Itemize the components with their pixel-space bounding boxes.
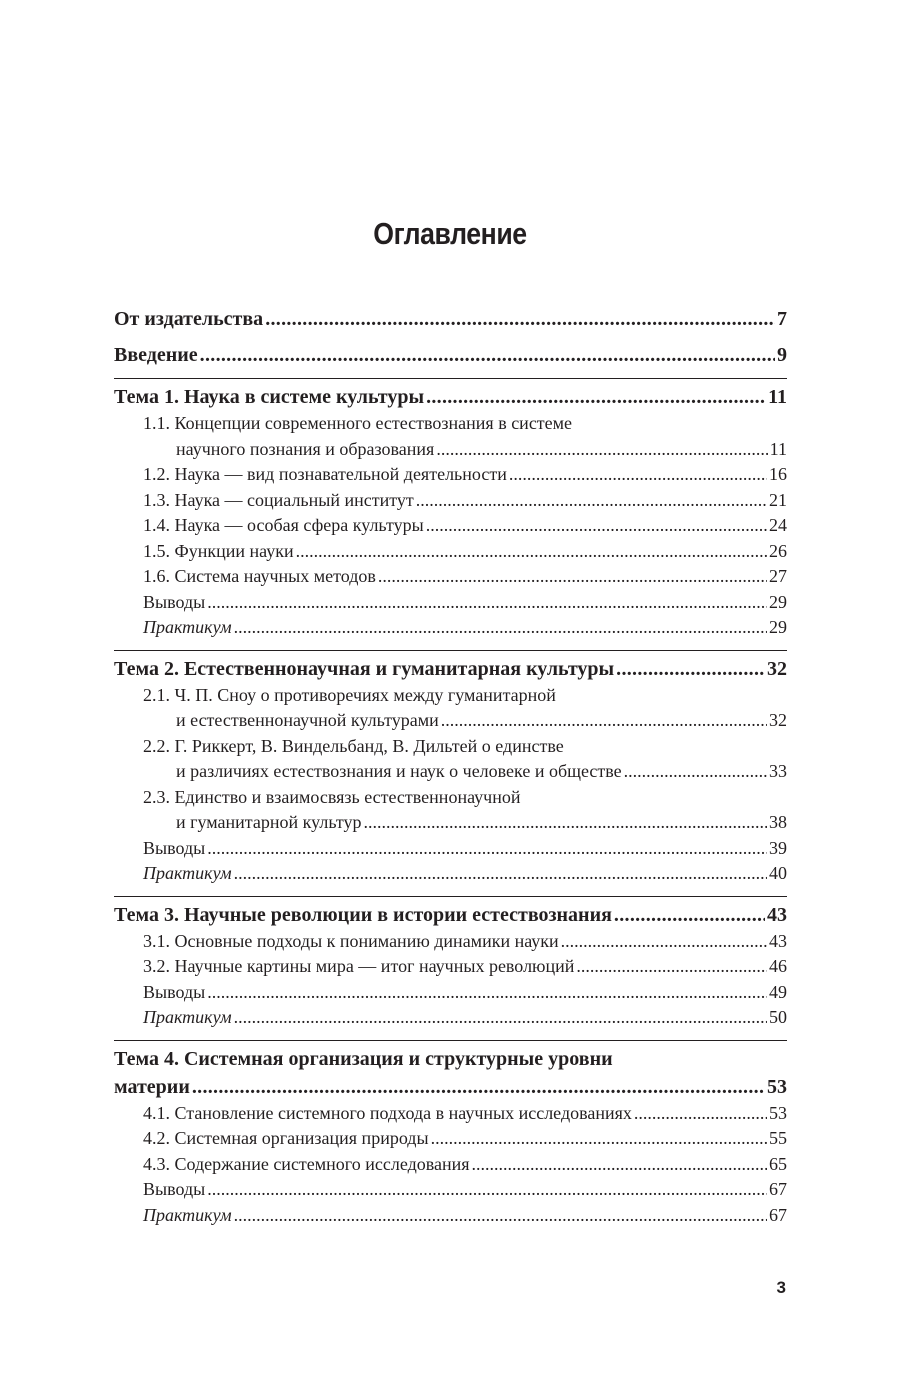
toc-theme-line1: Тема 4. Системная организация и структурные уровни — [114, 1047, 613, 1070]
toc-page-number: 53 — [767, 1075, 787, 1098]
toc-subentry-label: 1.4. Наука — особая сфера культуры — [143, 515, 424, 535]
toc-theme-1[interactable] — [114, 383, 787, 411]
leader-dots — [576, 954, 767, 980]
leader-dots — [234, 615, 767, 641]
toc-entry-label: От издательства — [114, 308, 264, 330]
toc-theme-4[interactable] — [114, 1045, 787, 1101]
toc-subentry[interactable] — [114, 590, 787, 616]
toc-subentry-label: 1.2. Наука — вид познавательной деятельности — [143, 464, 507, 484]
toc-page-number: 55 — [769, 1128, 787, 1148]
toc-theme-label: Тема 2. Естественнонаучная и гуманитарная культуры — [114, 657, 615, 680]
toc-subentry[interactable] — [114, 1126, 787, 1152]
toc-subentry-line1: 2.1. Ч. П. Сноу о противоречиях между гуманитарной — [143, 684, 556, 705]
toc-subentry-label: Практикум — [143, 1204, 232, 1225]
toc-subentry-label: 3.1. Основные подходы к пониманию динамики науки — [143, 930, 559, 951]
toc-subentry[interactable] — [114, 929, 787, 955]
toc-page-number: 43 — [769, 930, 787, 951]
toc-theme-label: материи — [114, 1075, 190, 1098]
toc-theme-3[interactable] — [114, 901, 787, 929]
toc-subentry[interactable] — [114, 513, 787, 539]
leader-dots — [265, 305, 775, 333]
leader-dots — [234, 1005, 767, 1031]
toc-page-number: 29 — [769, 617, 787, 637]
toc-entry-introduction[interactable] — [114, 341, 787, 369]
toc-page-number: 46 — [769, 956, 787, 976]
toc-subentry-line1: 2.3. Единство и взаимосвязь естественнонаучной — [143, 786, 521, 807]
leader-dots — [436, 437, 767, 463]
divider — [114, 896, 787, 897]
leader-dots — [200, 341, 775, 369]
toc-subentry[interactable] — [114, 1177, 787, 1203]
leader-dots — [561, 929, 767, 955]
toc-page-number: 29 — [769, 591, 787, 612]
toc-page-number: 27 — [769, 566, 787, 586]
toc-subentry[interactable] — [114, 615, 787, 641]
toc-subentry-label: 3.2. Научные картины мира — итог научных революций — [143, 956, 575, 976]
toc-subentry-line1: 2.2. Г. Риккерт, В. Виндельбанд, В. Дильтей о единстве — [143, 735, 564, 756]
toc-page-number: 49 — [769, 981, 787, 1002]
toc-subentry-label: Выводы — [143, 981, 206, 1002]
toc-page-number: 21 — [769, 489, 787, 510]
leader-dots — [624, 759, 767, 785]
toc-page-number: 32 — [767, 657, 787, 680]
leader-dots — [378, 564, 767, 590]
divider — [114, 378, 787, 379]
toc-page-number: 16 — [769, 464, 787, 484]
toc-subentry-label: 4.1. Становление системного подхода в научных исследованиях — [143, 1102, 632, 1123]
leader-dots — [296, 539, 767, 565]
toc-page-number: 33 — [769, 761, 787, 781]
toc-page-number: 38 — [769, 812, 787, 832]
toc-page-number: 67 — [769, 1204, 787, 1225]
leader-dots — [416, 488, 767, 514]
page-number: 3 — [776, 1278, 786, 1297]
toc-page-number: 7 — [777, 308, 787, 330]
leader-dots — [207, 836, 767, 862]
leader-dots — [426, 513, 767, 539]
leader-dots — [363, 810, 767, 836]
toc-theme-2[interactable] — [114, 655, 787, 683]
toc-page-number: 50 — [769, 1007, 787, 1027]
toc-page-number: 26 — [769, 540, 787, 561]
toc-subentry[interactable] — [114, 734, 787, 785]
toc-subentry-label: Практикум — [143, 617, 232, 637]
toc-subentry-label: 4.2. Системная организация природы — [143, 1128, 429, 1148]
page-title: Оглавление — [373, 216, 527, 251]
toc-entry-label: Введение — [114, 344, 198, 366]
leader-dots — [234, 861, 767, 887]
leader-dots — [207, 980, 767, 1006]
toc-subentry-label: 4.3. Содержание системного исследования — [143, 1153, 470, 1174]
toc-theme-label: Тема 1. Наука в системе культуры — [114, 386, 425, 408]
toc-page-number: 11 — [769, 438, 787, 459]
toc-subentry-label: 1.3. Наука — социальный институт — [143, 489, 414, 510]
toc-subentry-label: Практикум — [143, 863, 232, 883]
leader-dots — [441, 708, 767, 734]
toc-subentry[interactable] — [114, 1152, 787, 1178]
toc-page-number: 53 — [769, 1102, 787, 1123]
toc-subentry-line1: 1.1. Концепции современного естествознания в системе — [143, 413, 573, 433]
leader-dots — [431, 1126, 767, 1152]
toc-subentry[interactable] — [114, 683, 787, 734]
toc-page-number: 67 — [769, 1179, 787, 1199]
toc-subentry[interactable] — [114, 861, 787, 887]
toc-subentry-label: и различиях естествознания и наук о человеке и обществе — [176, 761, 622, 781]
leader-dots — [207, 590, 767, 616]
toc-subentry[interactable] — [114, 785, 787, 836]
leader-dots — [634, 1101, 767, 1127]
table-of-contents — [114, 305, 787, 1228]
toc-subentry-label: 1.6. Система научных методов — [143, 566, 376, 586]
toc-page-number: 40 — [769, 863, 787, 883]
toc-entry-publisher[interactable] — [114, 305, 787, 333]
toc-page-number: 24 — [769, 515, 787, 535]
divider — [114, 1040, 787, 1041]
toc-subentry[interactable] — [114, 1005, 787, 1031]
toc-page-number: 43 — [767, 903, 787, 926]
toc-subentry-label: Выводы — [143, 591, 206, 612]
toc-subentry[interactable] — [114, 411, 787, 462]
leader-dots — [207, 1177, 767, 1203]
leader-dots — [472, 1152, 767, 1178]
toc-page-number: 32 — [769, 710, 787, 730]
toc-subentry-label: 1.5. Функции науки — [143, 540, 294, 561]
toc-subentry-label: Практикум — [143, 1007, 232, 1027]
leader-dots — [192, 1073, 765, 1101]
toc-page-number: 39 — [769, 837, 787, 858]
toc-subentry-label: и естественнонаучной культурами — [176, 710, 439, 730]
toc-subentry[interactable] — [114, 954, 787, 980]
toc-page-number: 9 — [777, 344, 787, 366]
leader-dots — [234, 1203, 767, 1229]
toc-subentry[interactable] — [114, 462, 787, 488]
leader-dots — [614, 901, 765, 929]
toc-subentry-label: и гуманитарной культур — [176, 812, 362, 832]
toc-page-number: 11 — [768, 386, 787, 408]
toc-subentry[interactable] — [114, 1101, 787, 1127]
toc-subentry[interactable] — [114, 539, 787, 565]
toc-page-number: 65 — [769, 1153, 787, 1174]
toc-subentry[interactable] — [114, 564, 787, 590]
toc-subentry[interactable] — [114, 488, 787, 514]
toc-subentry-label: научного познания и образования — [176, 438, 435, 459]
divider — [114, 650, 787, 651]
toc-subentry-label: Выводы — [143, 1179, 206, 1199]
toc-subentry-label: Выводы — [143, 837, 206, 858]
toc-subentry[interactable] — [114, 836, 787, 862]
toc-subentry[interactable] — [114, 1203, 787, 1229]
leader-dots — [509, 462, 767, 488]
toc-theme-label: Тема 3. Научные революции в истории естествознания — [114, 903, 612, 926]
leader-dots — [426, 383, 766, 411]
toc-subentry[interactable] — [114, 980, 787, 1006]
leader-dots — [616, 655, 765, 683]
